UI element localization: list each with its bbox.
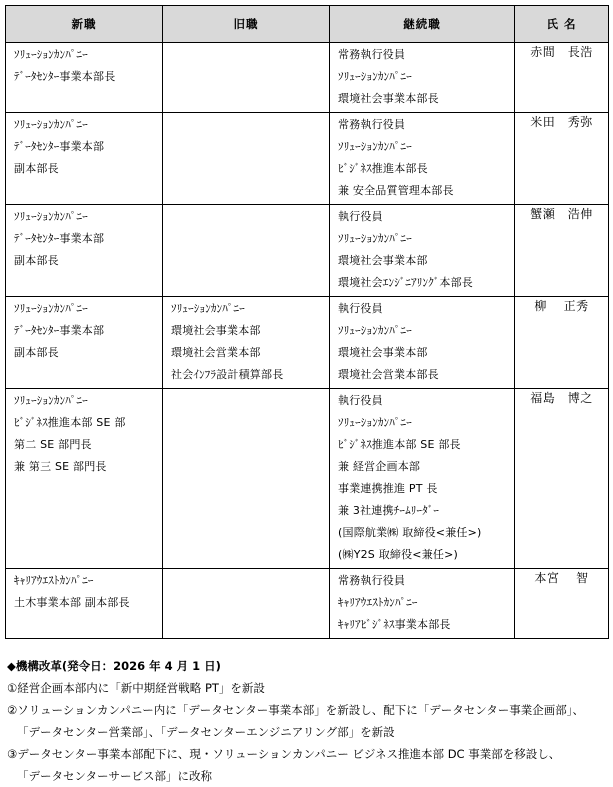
cell-line: 環境社会事業本部	[171, 324, 261, 337]
notes-heading: ◆機構改革(発令日：2026 年 4 月 1 日)	[7, 659, 221, 673]
table-row	[6, 43, 609, 113]
cell-line: ｿﾘｭｰｼｮﾝｶﾝﾊﾟﾆｰ	[14, 302, 88, 315]
cell-line: 副本部長	[14, 162, 59, 175]
table-row	[6, 113, 609, 205]
cell-line: 兼 経営企画本部	[338, 460, 421, 473]
cell-line: 環境社会営業本部	[171, 346, 261, 359]
cell-line: ｿﾘｭｰｼｮﾝｶﾝﾊﾟﾆｰ	[338, 232, 412, 245]
new-post-cell	[6, 297, 163, 389]
cell-line: 環境社会事業本部長	[338, 92, 439, 105]
old-post-cell	[163, 205, 330, 297]
cell-line: ｿﾘｭｰｼｮﾝｶﾝﾊﾟﾆｰ	[14, 48, 88, 61]
table-row	[6, 389, 609, 569]
cell-line: 土木事業本部 副本部長	[14, 596, 130, 609]
person-name: 柳 正秀	[515, 297, 609, 389]
continuing-post-cell	[330, 205, 515, 297]
cell-line: ｿﾘｭｰｼｮﾝｶﾝﾊﾟﾆｰ	[171, 302, 245, 315]
new-post-cell	[6, 569, 163, 639]
note-line: ②ソリューションカンパニー内に「データセンター事業本部」を新設し、配下に「データセンター事業企画部」、	[7, 703, 585, 717]
cell-line: ﾃﾞｰﾀｾﾝﾀｰ事業本部長	[14, 70, 116, 83]
cell-line: 兼 3社連携ﾁｰﾑﾘｰﾀﾞｰ	[338, 504, 440, 517]
cell-line: 環境社会ｴﾝｼﾞﾆｱﾘﾝｸﾞ本部長	[338, 276, 473, 289]
continuing-post-cell	[330, 569, 515, 639]
continuing-post-cell	[330, 389, 515, 569]
cell-line: ﾃﾞｰﾀｾﾝﾀｰ事業本部	[14, 140, 105, 153]
header-continuing-post: 継続職	[330, 6, 515, 43]
old-post-cell	[163, 297, 330, 389]
cell-line: (国際航業㈱ 取締役<兼任>)	[338, 526, 482, 539]
note-line: 「データセンター営業部」、「データセンターエンジニアリング部」を新設	[17, 725, 395, 739]
table-row	[6, 569, 609, 639]
cell-line: ﾋﾞｼﾞﾈｽ推進本部 SE 部	[14, 416, 126, 429]
person-name: 蟹瀬 浩伸	[515, 205, 609, 297]
person-name: 本宮 智	[515, 569, 609, 639]
new-post-cell	[6, 43, 163, 113]
person-name: 赤間 長浩	[515, 43, 609, 113]
cell-line: ﾃﾞｰﾀｾﾝﾀｰ事業本部	[14, 324, 105, 337]
header-name: 氏 名	[515, 6, 609, 43]
cell-line: 常務執行役員	[338, 574, 406, 587]
cell-line: ｷｬﾘｱﾋﾞｼﾞﾈｽ事業本部長	[338, 618, 451, 631]
cell-line: 副本部長	[14, 346, 59, 359]
new-post-cell	[6, 389, 163, 569]
cell-line: 執行役員	[338, 302, 383, 315]
continuing-post-cell	[330, 113, 515, 205]
cell-line: 常務執行役員	[338, 118, 406, 131]
continuing-post-cell	[330, 43, 515, 113]
cell-line: 副本部長	[14, 254, 59, 267]
cell-line: ｿﾘｭｰｼｮﾝｶﾝﾊﾟﾆｰ	[14, 394, 88, 407]
cell-line: (㈱Y2S 取締役<兼任>)	[338, 548, 459, 561]
cell-line: 兼 安全品質管理本部長	[338, 184, 454, 197]
cell-line: 執行役員	[338, 394, 383, 407]
cell-line: ｿﾘｭｰｼｮﾝｶﾝﾊﾟﾆｰ	[14, 118, 88, 131]
old-post-cell	[163, 113, 330, 205]
cell-line: 常務執行役員	[338, 48, 406, 61]
cell-line: 事業連携推進 PT 長	[338, 482, 438, 495]
reorganization-notes	[7, 655, 607, 787]
new-post-cell	[6, 205, 163, 297]
table-row	[6, 297, 609, 389]
cell-line: 環境社会事業本部	[338, 346, 428, 359]
person-name: 米田 秀弥	[515, 113, 609, 205]
cell-line: 執行役員	[338, 210, 383, 223]
header-new-post: 新職	[6, 6, 163, 43]
cell-line: ｿﾘｭｰｼｮﾝｶﾝﾊﾟﾆｰ	[338, 140, 412, 153]
personnel-table	[5, 5, 609, 639]
cell-line: ｿﾘｭｰｼｮﾝｶﾝﾊﾟﾆｰ	[338, 324, 412, 337]
cell-line: 社会ｲﾝﾌﾗ設計積算部長	[171, 368, 284, 381]
header-old-post: 旧職	[163, 6, 330, 43]
cell-line: 兼 第三 SE 部門長	[14, 460, 107, 473]
old-post-cell	[163, 569, 330, 639]
new-post-cell	[6, 113, 163, 205]
cell-line: 第二 SE 部門長	[14, 438, 92, 451]
continuing-post-cell	[330, 297, 515, 389]
cell-line: ｿﾘｭｰｼｮﾝｶﾝﾊﾟﾆｰ	[338, 70, 412, 83]
person-name: 福島 博之	[515, 389, 609, 569]
header-row	[6, 6, 609, 43]
note-line: 「データセンターサービス部」に改称	[17, 769, 213, 783]
cell-line: 環境社会営業本部長	[338, 368, 439, 381]
cell-line: ｿﾘｭｰｼｮﾝｶﾝﾊﾟﾆｰ	[338, 416, 412, 429]
cell-line: 環境社会事業本部	[338, 254, 428, 267]
old-post-cell	[163, 389, 330, 569]
note-line: ①経営企画本部内に「新中期経営戦略 PT」を新設	[7, 681, 265, 695]
cell-line: ﾋﾞｼﾞﾈｽ推進本部長	[338, 162, 428, 175]
note-line: ③データセンター事業本部配下に、現・ソリューションカンパニー ビジネス推進本部 DC 事業部を移設し、	[7, 747, 561, 761]
table-row	[6, 205, 609, 297]
cell-line: ｷｬﾘｱｳｴｽﾄｶﾝﾊﾟﾆｰ	[338, 596, 418, 609]
cell-line: ﾃﾞｰﾀｾﾝﾀｰ事業本部	[14, 232, 105, 245]
cell-line: ｿﾘｭｰｼｮﾝｶﾝﾊﾟﾆｰ	[14, 210, 88, 223]
old-post-cell	[163, 43, 330, 113]
cell-line: ﾋﾞｼﾞﾈｽ推進本部 SE 部長	[338, 438, 461, 451]
cell-line: ｷｬﾘｱｳｴｽﾄｶﾝﾊﾟﾆｰ	[14, 574, 94, 587]
